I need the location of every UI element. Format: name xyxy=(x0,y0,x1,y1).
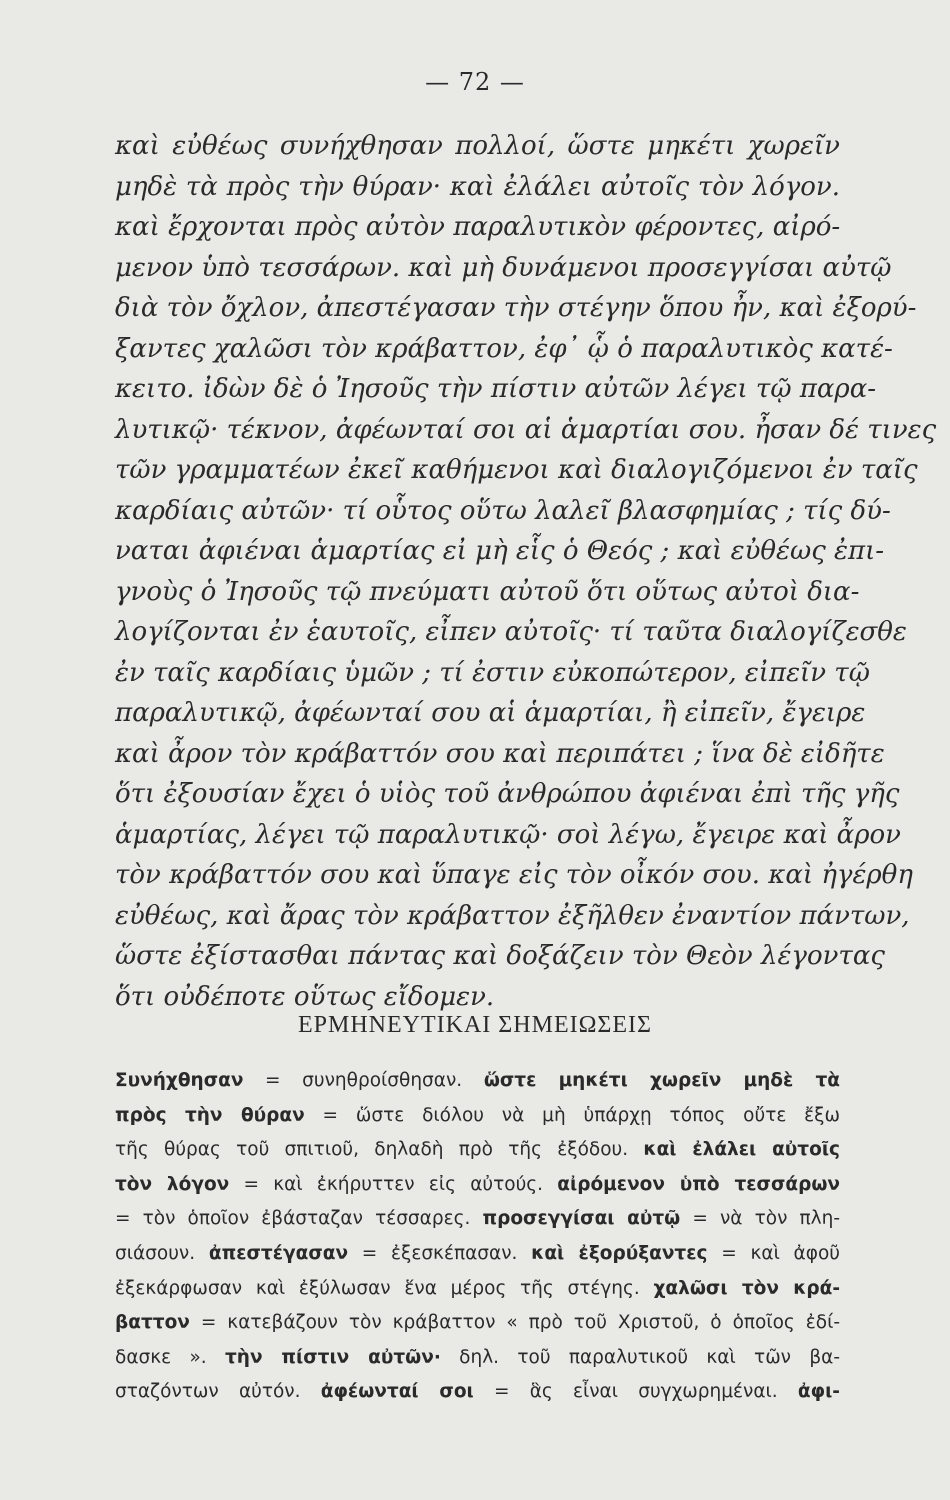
text-line: καὶ ἆρον τὸν κράβαττόν σου καὶ περιπάτει ; ἵνα δὲ εἰδῆτε xyxy=(115,738,885,769)
note-gloss: δηλ. τοῦ παραλυτικοῦ καὶ τῶν βα- xyxy=(440,1346,840,1368)
note-gloss: = ἐξεσκέπασαν. xyxy=(348,1242,532,1264)
note-term: τὸν λόγον xyxy=(115,1173,230,1195)
text-line: εὐθέως, καὶ ἄρας τὸν κράβαττον ἐξῆλθεν ἐναντίον πάντων, xyxy=(115,900,910,931)
note-term: Συνήχθησαν xyxy=(115,1070,244,1091)
note-line xyxy=(115,1341,840,1376)
notes-heading: ΕΡΜΗΝΕΥΤΙΚΑΙ ΣΗΜΕΙΩΣΕΙΣ xyxy=(297,1012,653,1038)
note-term: χαλῶσι τὸν κρά- xyxy=(653,1277,840,1299)
note-gloss: = συνηθροίσθησαν. xyxy=(243,1070,484,1091)
note-term: βαττον xyxy=(115,1312,190,1334)
note-term: τὴν πίστιν αὐτῶν· xyxy=(224,1346,441,1368)
note-term: ἀφι- xyxy=(797,1381,840,1403)
note-gloss: = τὸν ὁποῖον ἐβάσταζαν τέσσαρες. xyxy=(115,1208,483,1230)
text-line: μηδὲ τὰ πρὸς τὴν θύραν· καὶ ἐλάλει αὐτοῖς τὸν λόγον. xyxy=(115,171,840,202)
text-line: παραλυτικῷ, ἀφέωνταί σου αἱ ἁμαρτίαι, ἢ εἰπεῖν, ἔγειρε xyxy=(115,698,866,728)
note-gloss: σταζόντων αὐτόν. xyxy=(115,1381,321,1403)
text-line: ὥστε ἐξίστασθαι πάντας καὶ δοξάζειν τὸν Θεὸν λέγοντας xyxy=(115,941,885,971)
text-line: γνοὺς ὁ Ἰησοῦς τῷ πνεύματι αὐτοῦ ὅτι οὕτως αὐτοὶ δια- xyxy=(115,576,860,607)
note-term: καὶ ἐλάλει αὐτοῖς xyxy=(643,1139,840,1161)
note-line xyxy=(115,1202,840,1237)
text-line: διὰ τὸν ὄχλον, ἀπεστέγασαν τὴν στέγην ὅπου ἦν, καὶ ἐξορύ- xyxy=(115,293,917,323)
explanatory-notes xyxy=(115,1064,840,1410)
text-line: μενον ὑπὸ τεσσάρων. καὶ μὴ δυνάμενοι προσεγγίσαι αὐτῷ xyxy=(115,252,892,283)
note-line xyxy=(115,1375,840,1410)
note-line xyxy=(115,1099,840,1134)
note-term: ὥστε μηκέτι χωρεῖν μηδὲ τὰ xyxy=(483,1070,840,1091)
note-gloss: = ὥστε διόλου νὰ μὴ ὑπάρχῃ τόπος οὔτε ἔξω xyxy=(304,1104,840,1126)
note-gloss: σιάσουν. xyxy=(115,1242,209,1264)
text-line: ξαντες χαλῶσι τὸν κράβαττον, ἐφ᾽ ᾧ ὁ παραλυτικὸς κατέ- xyxy=(115,333,893,364)
note-gloss: τῆς θύρας τοῦ σπιτιοῦ, δηλαδὴ πρὸ τῆς ἐξόδου. xyxy=(115,1139,644,1161)
note-line xyxy=(115,1237,840,1272)
text-line: ἐν ταῖς καρδίαις ὑμῶν ; τί ἐστιν εὐκοπώτερον, εἰπεῖν τῷ xyxy=(115,657,870,688)
note-line xyxy=(115,1306,840,1341)
note-gloss: δασκε ». xyxy=(115,1346,225,1368)
note-term: προσεγγίσαι αὐτῷ xyxy=(482,1208,681,1230)
note-gloss: = νὰ τὸν πλη- xyxy=(680,1208,840,1230)
note-gloss: = ἃς εἶναι συγχωρημέναι. xyxy=(473,1381,798,1403)
note-gloss: ἐξεκάρφωσαν καὶ ἐξύλωσαν ἕνα μέρος τῆς στέγης. xyxy=(115,1277,654,1299)
page-number: — 72 — xyxy=(425,68,525,96)
text-line: ὅτι ἐξουσίαν ἔχει ὁ υἱὸς τοῦ ἀνθρώπου ἀφιέναι ἐπὶ τῆς γῆς xyxy=(115,779,900,809)
text-line: τὸν κράβαττόν σου καὶ ὕπαγε εἰς τὸν οἶκόν σου. καὶ ἠγέρθη xyxy=(115,860,913,890)
note-line xyxy=(115,1168,840,1203)
text-line: καρδίαις αὐτῶν· τί οὗτος οὕτω λαλεῖ βλασφημίας ; τίς δύ- xyxy=(115,495,891,526)
note-term: ἀπεστέγασαν xyxy=(208,1242,349,1264)
text-line: ὅτι οὐδέποτε οὕτως εἴδομεν. xyxy=(115,981,495,1012)
text-line: ναται ἀφιέναι ἁμαρτίας εἰ μὴ εἷς ὁ Θεός ; καὶ εὐθέως ἐπι- xyxy=(115,536,885,566)
note-gloss: = κατεβάζουν τὸν κράβαττον « πρὸ τοῦ Χριστοῦ, ὁ ὁποῖος ἐδί- xyxy=(189,1312,840,1334)
note-line xyxy=(115,1064,840,1099)
note-term: καὶ ἐξορύξαντες xyxy=(531,1242,708,1264)
note-term: πρὸς τὴν θύραν xyxy=(115,1104,305,1126)
scripture-text xyxy=(115,126,937,1017)
text-line: καὶ ἔρχονται πρὸς αὐτὸν παραλυτικὸν φέροντες, αἰρό- xyxy=(115,212,841,242)
text-line: λυτικῷ· τέκνον, ἀφέωνταί σοι αἱ ἁμαρτίαι σου. ἦσαν δέ τινες xyxy=(115,414,937,445)
text-line: καὶ εὐθέως συνήχθησαν πολλοί, ὥστε μηκέτι χωρεῖν xyxy=(115,131,840,161)
note-term: ἀφέωνταί σοι xyxy=(320,1381,474,1403)
text-line: τῶν γραμματέων ἐκεῖ καθήμενοι καὶ διαλογιζόμενοι ἐν ταῖς xyxy=(115,455,918,485)
note-gloss: = καὶ ἐκήρυττεν εἰς αὐτούς. xyxy=(229,1173,558,1195)
note-gloss: = καὶ ἀφοῦ xyxy=(707,1242,840,1264)
note-term: αἰρόμενον ὑπὸ τεσσάρων xyxy=(557,1173,840,1195)
text-line: λογίζονται ἐν ἑαυτοῖς, εἶπεν αὐτοῖς· τί ταῦτα διαλογίζεσθε xyxy=(115,617,907,647)
note-line xyxy=(115,1272,840,1307)
text-line: ἁμαρτίας, λέγει τῷ παραλυτικῷ· σοὶ λέγω, ἔγειρε καὶ ἆρον xyxy=(115,819,901,850)
text-line: κειτο. ἰδὼν δὲ ὁ Ἰησοῦς τὴν πίστιν αὐτῶν λέγει τῷ παρα- xyxy=(115,374,877,404)
note-line xyxy=(115,1133,840,1168)
